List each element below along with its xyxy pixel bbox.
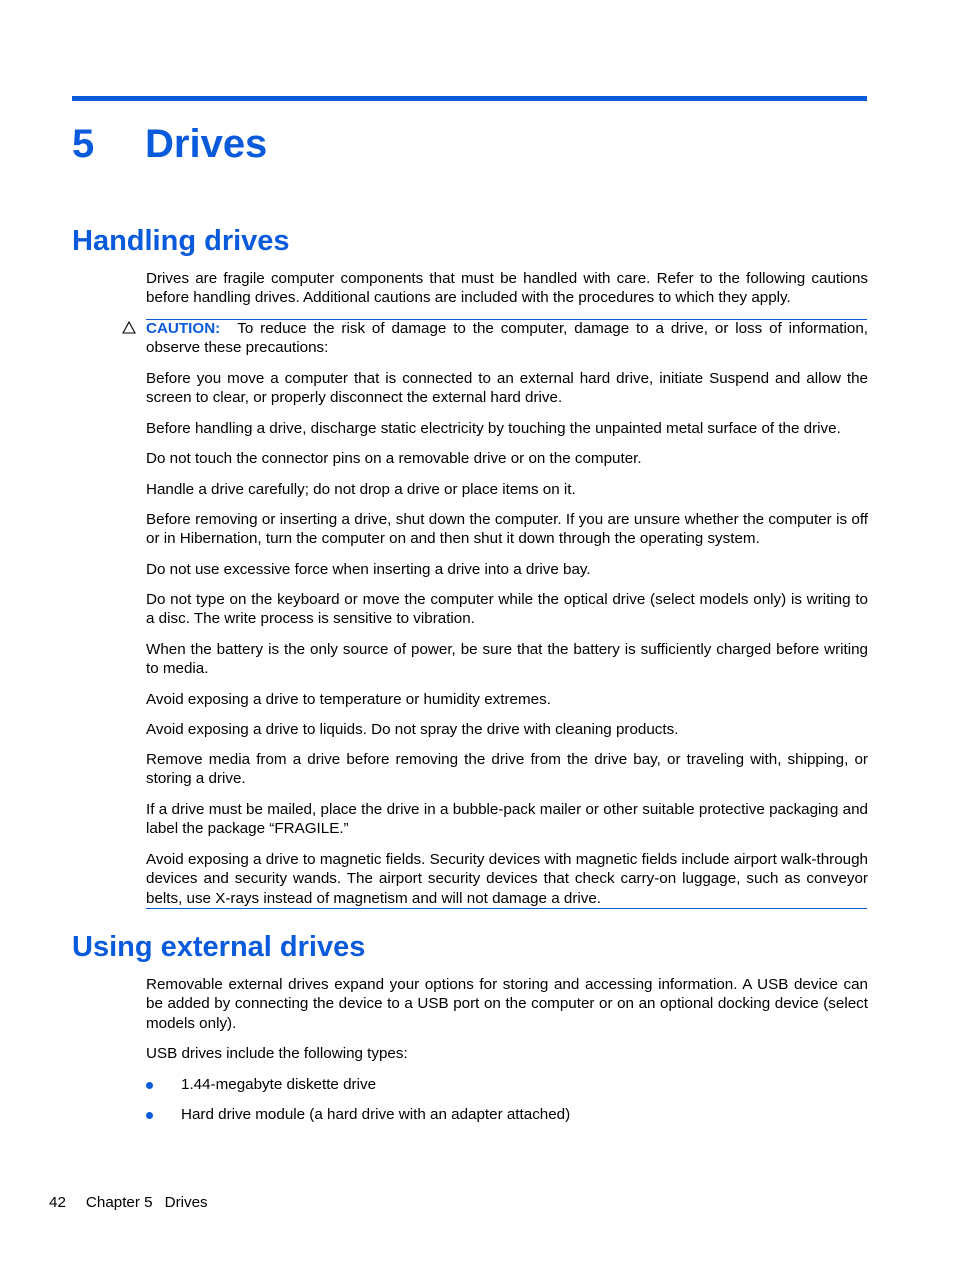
list-item: 1.44-megabyte diskette drive	[181, 1076, 377, 1093]
external-intro-paragraph: Removable external drives expand your options for storing and accessing information. A USB device can be added by connecting the device to a USB port on the computer or on an optional docking device (select models only).	[146, 976, 868, 1032]
caution-item: Handle a drive carefully; do not drop a drive or place items on it.	[146, 481, 576, 498]
caution-item: Avoid exposing a drive to magnetic fields. Security devices with magnetic fields include airport walk-through devices and security wands. The airport security devices that check carry-on luggage, such as conveyor belts, use X-rays instead of magnetism and will not damage a drive.	[146, 851, 868, 907]
chapter-top-rule	[72, 96, 867, 101]
chapter-title	[72, 120, 267, 168]
caution-item: Avoid exposing a drive to liquids. Do not spray the drive with cleaning products.	[146, 721, 679, 738]
bullet-dot-icon	[146, 1082, 153, 1089]
caution-item: Do not use excessive force when inserting a drive into a drive bay.	[146, 561, 591, 578]
section-heading-handling-drives: Handling drives	[72, 225, 290, 257]
caution-item: Before you move a computer that is connected to an external hard drive, initiate Suspend and allow the screen to clear, or properly disconnect the external hard drive.	[146, 370, 868, 407]
usb-list-intro: USB drives include the following types:	[146, 1045, 408, 1062]
chapter-name: Drives	[145, 122, 268, 166]
footer-chapter-label: Chapter 5	[85, 1194, 153, 1211]
handling-intro-paragraph: Drives are fragile computer components that must be handled with care. Refer to the following cautions before handling drives. Additional cautions are included with the procedures to which they apply.	[146, 270, 868, 307]
caution-text: To reduce the risk of damage to the computer, damage to a drive, or loss of information, observe these precautions:	[146, 320, 868, 357]
caution-item: Before removing or inserting a drive, shut down the computer. If you are unsure whether the computer is off or in Hibernation, turn the computer on and then shut it down through the operating system.	[146, 511, 868, 548]
section-heading-using-external-drives: Using external drives	[72, 931, 366, 963]
footer-chapter-name: Drives	[164, 1194, 208, 1211]
caution-item: When the battery is the only source of power, be sure that the battery is sufficiently charged before writing to media.	[146, 641, 868, 678]
page-number: 42	[49, 1194, 66, 1211]
caution-triangle-icon	[122, 321, 136, 334]
bullet-dot-icon	[146, 1112, 153, 1119]
caution-item: Do not touch the connector pins on a removable drive or on the computer.	[146, 450, 642, 467]
caution-item: If a drive must be mailed, place the drive in a bubble-pack mailer or other suitable protective packaging and label the package “FRAGILE.”	[146, 801, 868, 838]
caution-bottom-rule	[146, 908, 867, 909]
list-item: Hard drive module (a hard drive with an adapter attached)	[181, 1106, 571, 1123]
caution-item: Do not type on the keyboard or move the computer while the optical drive (select models only) is writing to a disc. The write process is sensitive to vibration.	[146, 591, 868, 628]
page-footer	[49, 1193, 228, 1212]
caution-item: Avoid exposing a drive to temperature or humidity extremes.	[146, 691, 551, 708]
caution-item: Remove media from a drive before removing the drive from the drive bay, or traveling with, shipping, or storing a drive.	[146, 751, 868, 788]
caution-paragraph	[146, 319, 868, 358]
chapter-number: 5	[72, 122, 95, 166]
caution-label: CAUTION:	[146, 320, 221, 337]
caution-item: Before handling a drive, discharge static electricity by touching the unpainted metal surface of the drive.	[146, 420, 841, 437]
